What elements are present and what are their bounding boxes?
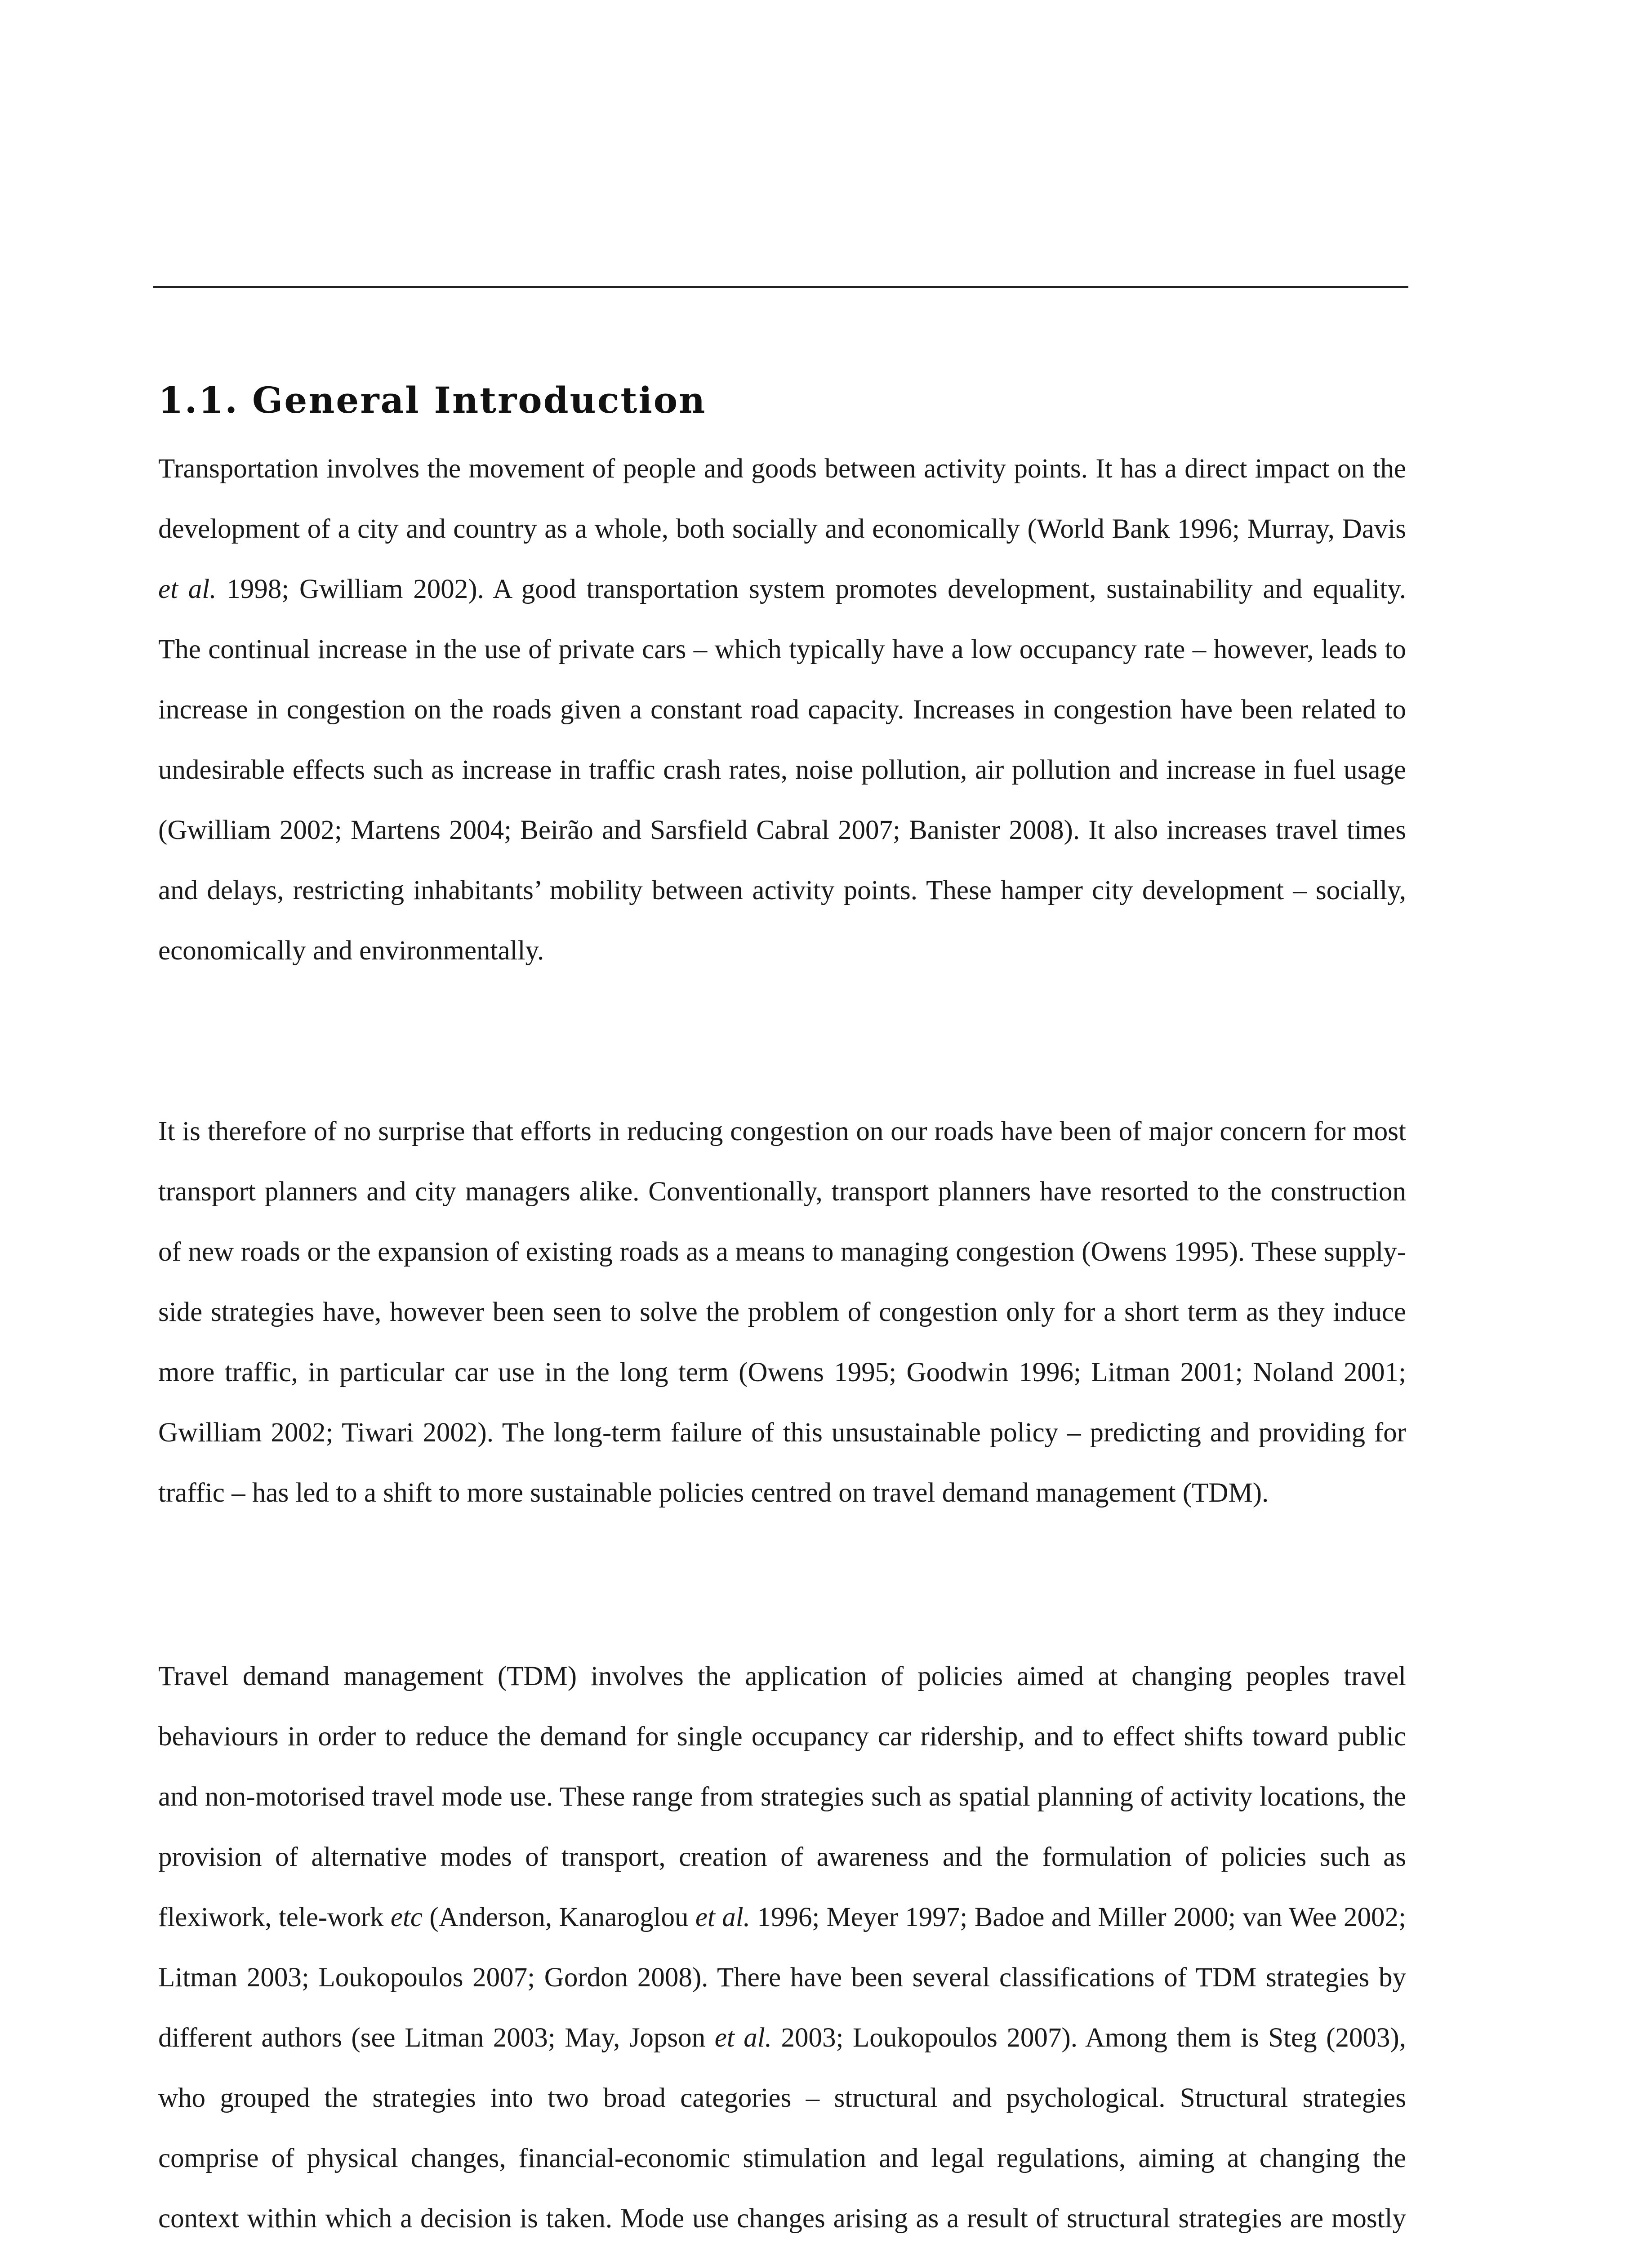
header-rule: [153, 286, 1408, 288]
section-heading: [158, 378, 706, 423]
section-number: 1.1.: [158, 379, 239, 421]
text-run: 2003; Loukopoulos 2007). Among them is Steg (2003), who grouped the strategies into two broad categories – structural and psychological. Structural strategies comprise of physical changes, financial-economic stimulation and legal regulations, aiming at changing the context within which a decision is taken. Mode use changes arising as a result of structural strategies are mostly: [158, 2023, 1406, 2234]
text-run: 1996; Meyer 1997; Badoe and Miller 2000; van Wee 2002; Litman 2003; Loukopoulos 2007; Gordon 2008). There have been several classifications of TDM strategies by different authors (see Litman 2003; May, Jopson: [158, 1902, 1406, 2053]
text-run: It is therefore of no surprise that efforts in reducing congestion on our roads have been of major concern for most transport planners and city managers alike. Conventionally, transport planners have resorted to the construction of new roads or the expansion of existing roads as a means to managing congestion (Owens 1995). These supply-side strategies have, however been seen to solve the problem of congestion only for a short term as they induce more traffic, in particular car use in the long term (Owens 1995; Goodwin 1996; Litman 2001; Noland 2001; Gwilliam 2002; Tiwari 2002). The long-term failure of this unsustainable policy – predicting and providing for traffic – has led to a shift to more sustainable policies centred on travel demand management (TDM).: [158, 1116, 1406, 1508]
text-run: (Anderson, Kanaroglou: [423, 1902, 695, 1932]
text-run: et al.: [695, 1902, 750, 1932]
text-run: Transportation involves the movement of people and goods between activity points. It has a direct impact on the development of a city and country as a whole, both socially and economically (World Bank 1996; Murray, Davis: [158, 454, 1406, 544]
text-run: et al.: [158, 574, 217, 604]
paragraph-1: [158, 439, 1406, 981]
text-run: et al.: [714, 2023, 772, 2053]
text-run: etc: [390, 1902, 423, 1932]
paragraph-2: [158, 1102, 1406, 1523]
paragraph-3: [158, 1646, 1406, 2248]
section-title: General Introduction: [252, 379, 707, 421]
text-run: 1998; Gwilliam 2002). A good transportation system promotes development, sustainability and equality. The continual increase in the use of private cars – which typically have a low occupancy rate – however, leads to increase in congestion on the roads given a constant road capacity. Increases in congestion have been related to undesirable effects such as increase in traffic crash rates, noise pollution, air pollution and increase in fuel usage (Gwilliam 2002; Martens 2004; Beirão and Sarsfield Cabral 2007; Banister 2008). It also increases travel times and delays, restricting inhabitants’ mobility between activity points. These hamper city development – socially, economically and environmentally.: [158, 574, 1406, 966]
text-run: Travel demand management (TDM) involves the application of policies aimed at changing peoples travel behaviours in order to reduce the demand for single occupancy car ridership, and to effect shifts toward public and non-motorised travel mode use. These range from strategies such as spatial planning of activity locations, the provision of alternative modes of transport, creation of awareness and the formulation of policies such as flexiwork, tele-work: [158, 1661, 1406, 1932]
